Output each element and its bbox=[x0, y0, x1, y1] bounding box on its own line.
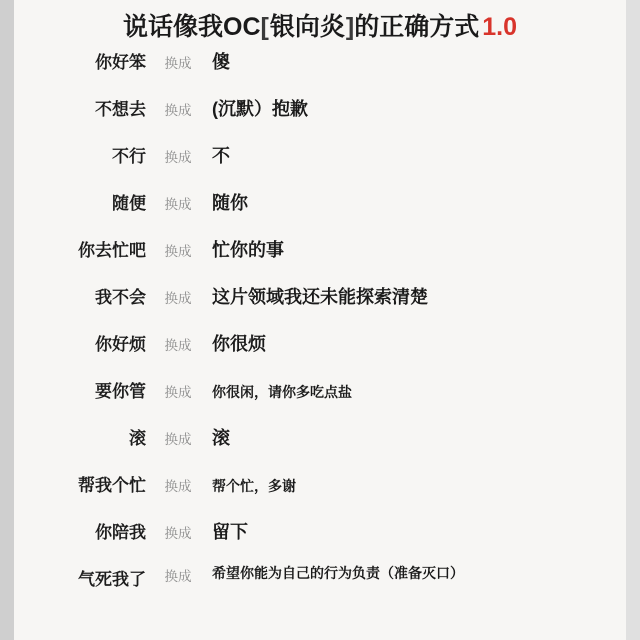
list-item bbox=[0, 189, 640, 236]
title-text bbox=[123, 7, 517, 43]
replace-label: 换成 bbox=[164, 150, 192, 165]
page-title bbox=[0, 0, 640, 44]
replace-label: 换成 bbox=[164, 569, 192, 584]
original-phrase: 要你管 bbox=[95, 382, 146, 401]
original-phrase: 我不会 bbox=[95, 288, 146, 307]
original-phrase: 气死我了 bbox=[78, 570, 146, 589]
original-phrase: 不想去 bbox=[95, 100, 146, 119]
original-phrase: 随便 bbox=[112, 194, 146, 213]
original-phrase: 你好烦 bbox=[95, 335, 146, 354]
list-item bbox=[0, 471, 640, 518]
replacement-phrase: 这片领域我还未能探索清楚 bbox=[212, 287, 428, 307]
original-phrase: 你陪我 bbox=[95, 523, 146, 542]
phrase-list bbox=[0, 48, 640, 623]
replacement-phrase: 傻 bbox=[212, 52, 230, 72]
replacement-phrase: 留下 bbox=[212, 522, 248, 542]
replacement-phrase: 滚 bbox=[212, 428, 230, 448]
replacement-phrase: (沉默）抱歉 bbox=[212, 99, 308, 119]
replace-label: 换成 bbox=[164, 197, 192, 212]
bracket-close: ] bbox=[345, 13, 355, 41]
version-label: 1.0 bbox=[482, 13, 517, 41]
bracket-open: [ bbox=[260, 13, 269, 41]
replacement-phrase: 不 bbox=[212, 146, 230, 166]
replacement-phrase: 你很闲，请你多吃点盐 bbox=[212, 384, 352, 400]
replacement-phrase: 帮个忙，多谢 bbox=[212, 478, 296, 494]
original-phrase: 滚 bbox=[129, 429, 146, 448]
original-phrase: 你去忙吧 bbox=[78, 241, 146, 260]
list-item bbox=[0, 377, 640, 424]
list-item bbox=[0, 424, 640, 471]
title-suffix: 的正确方式 bbox=[354, 13, 480, 41]
original-phrase: 不行 bbox=[112, 147, 146, 166]
list-item bbox=[0, 565, 640, 623]
replace-label: 换成 bbox=[164, 103, 192, 118]
original-phrase: 帮我个忙 bbox=[78, 476, 146, 495]
replacement-phrase: 你很烦 bbox=[212, 334, 266, 354]
replace-label: 换成 bbox=[164, 56, 192, 71]
replace-label: 换成 bbox=[164, 385, 192, 400]
replace-label: 换成 bbox=[164, 526, 192, 541]
list-item bbox=[0, 283, 640, 330]
replace-label: 换成 bbox=[164, 244, 192, 259]
list-item bbox=[0, 236, 640, 283]
list-item bbox=[0, 142, 640, 189]
title-prefix: 说话像我OC bbox=[123, 13, 261, 41]
replace-label: 换成 bbox=[164, 432, 192, 447]
replace-label: 换成 bbox=[164, 479, 192, 494]
oc-name: 银向炎 bbox=[269, 13, 345, 41]
list-item bbox=[0, 95, 640, 142]
replacement-phrase: 希望你能为自己的行为负责（准备灭口） bbox=[212, 565, 464, 581]
list-item bbox=[0, 48, 640, 95]
replace-label: 换成 bbox=[164, 291, 192, 306]
list-item bbox=[0, 330, 640, 377]
original-phrase: 你好笨 bbox=[95, 53, 146, 72]
replace-label: 换成 bbox=[164, 338, 192, 353]
replacement-phrase: 随你 bbox=[212, 193, 248, 213]
list-item bbox=[0, 518, 640, 565]
replacement-phrase: 忙你的事 bbox=[212, 240, 284, 260]
